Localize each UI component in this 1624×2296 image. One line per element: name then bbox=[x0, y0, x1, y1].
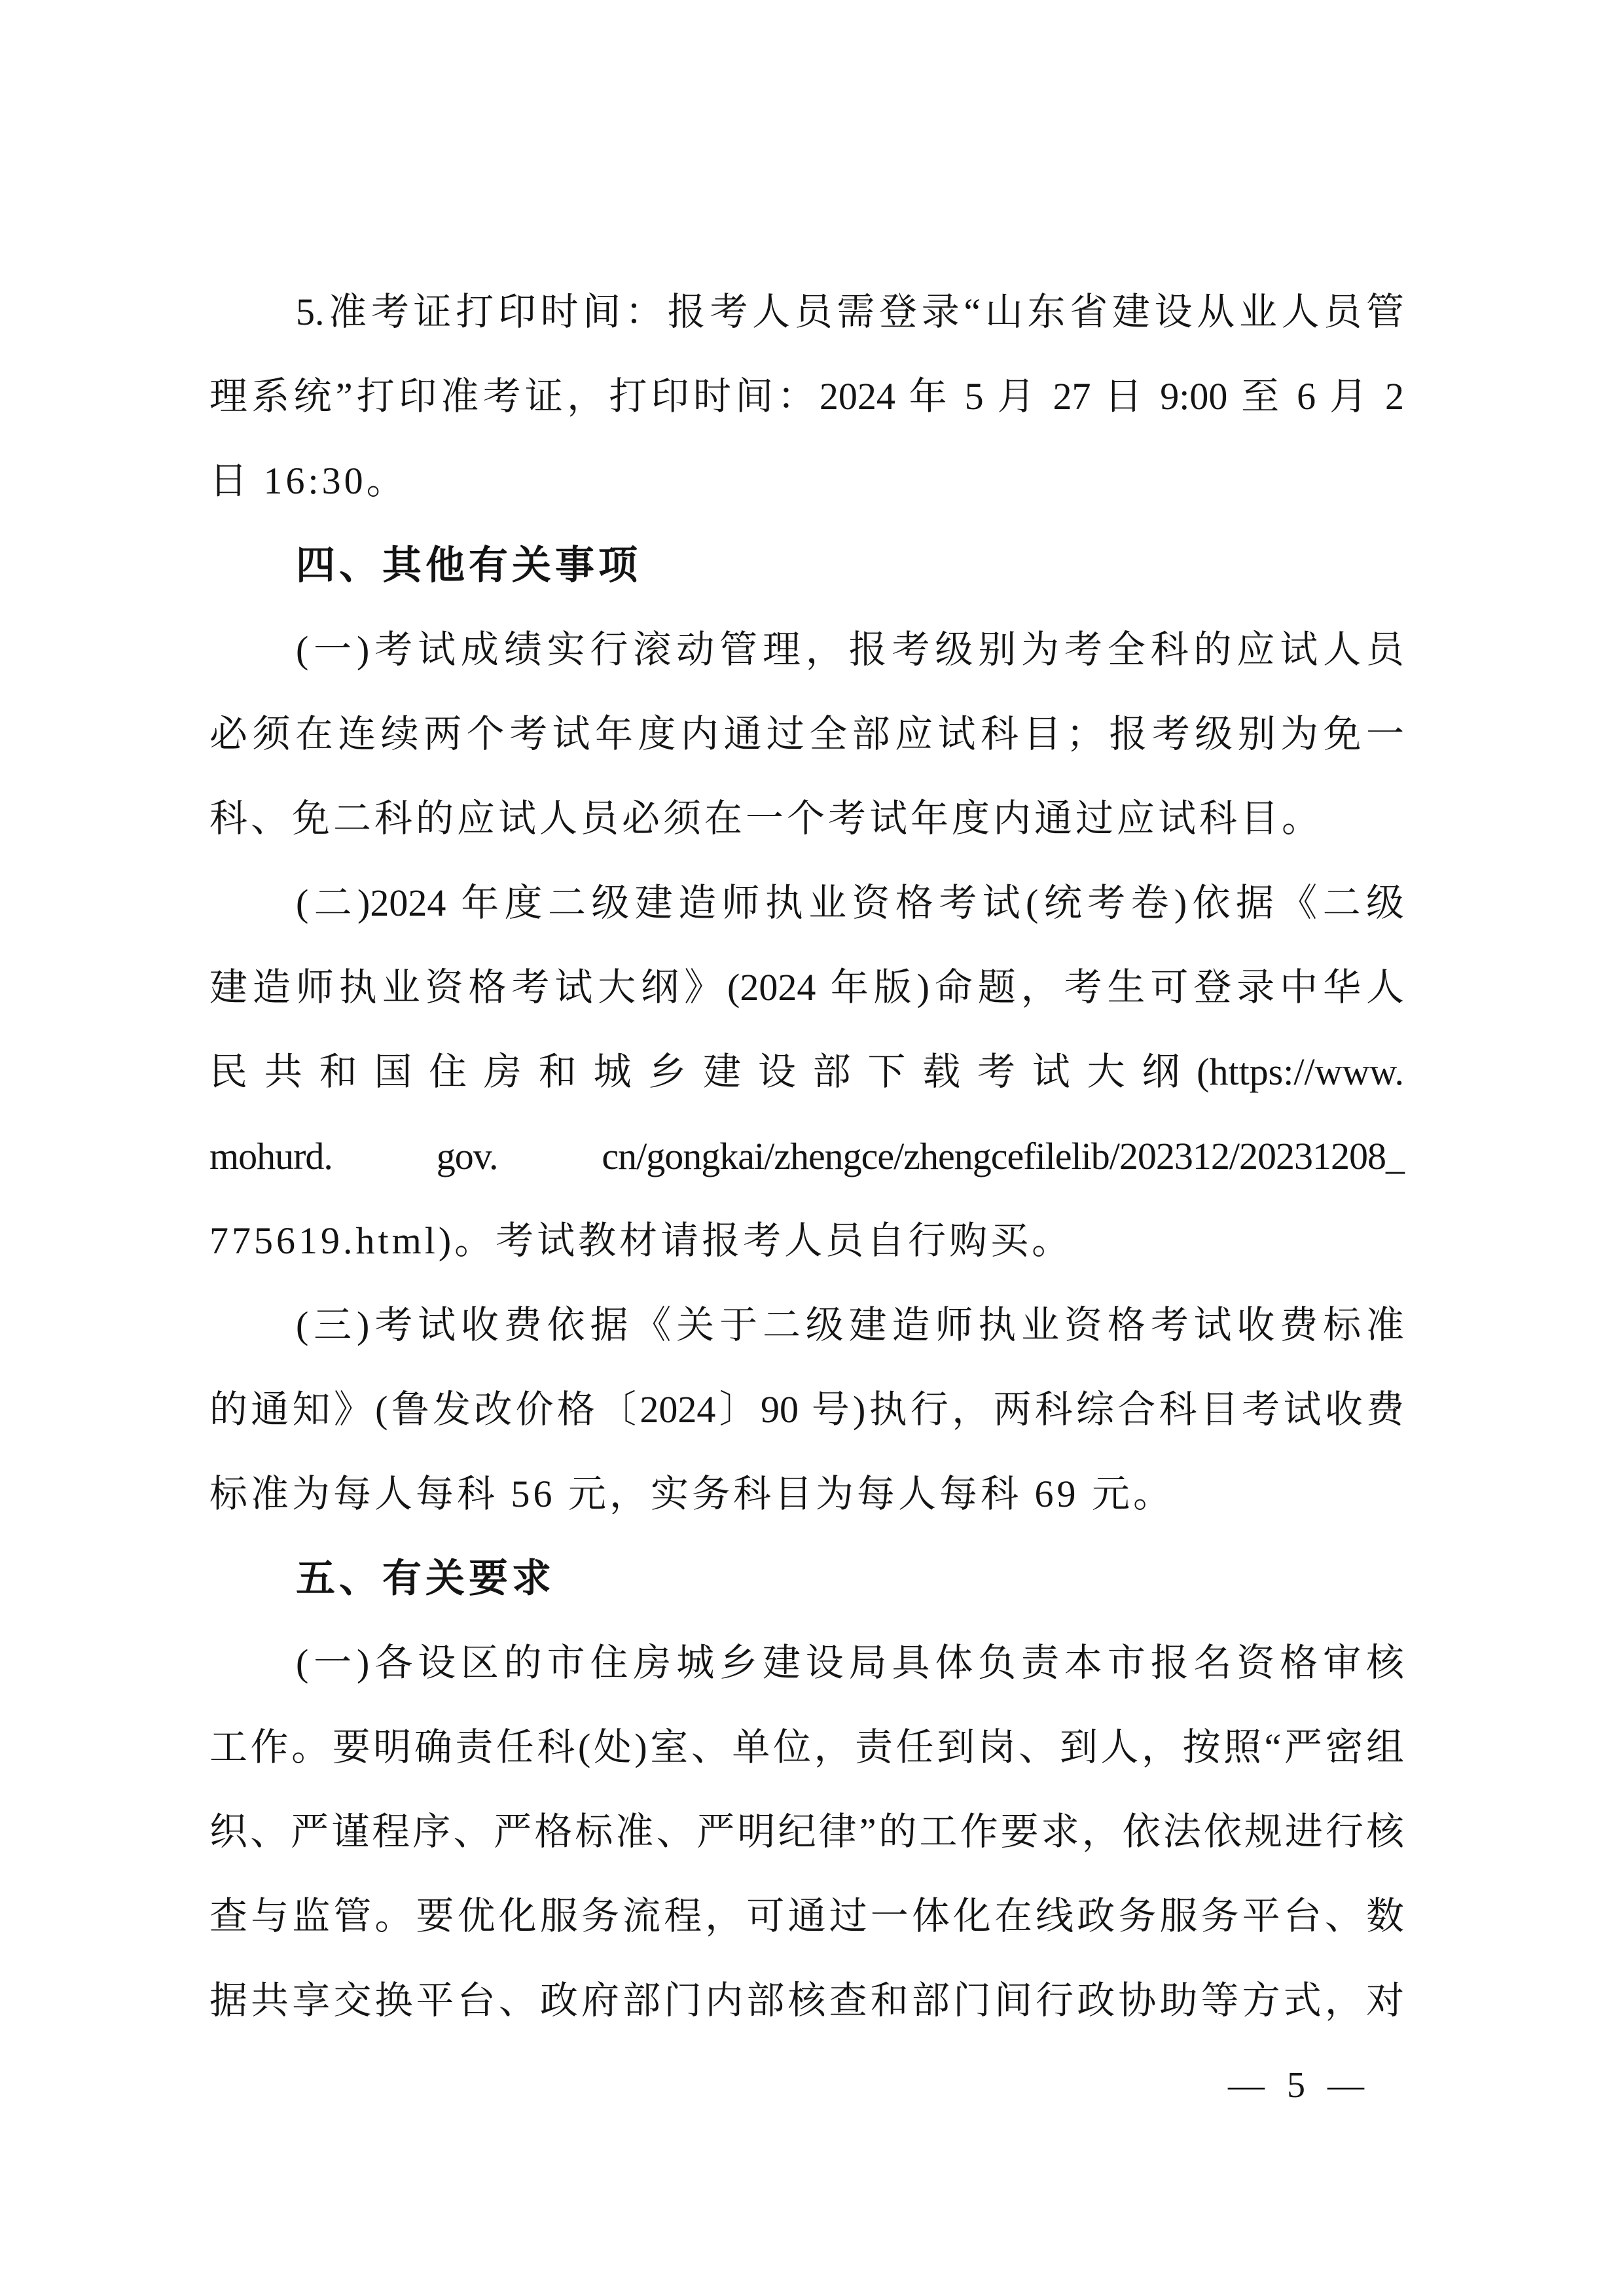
section-heading-5: 五、有关要求 bbox=[296, 1556, 555, 1600]
text-line: 科、免二科的应试人员必须在一个考试年度内通过应试科目。 bbox=[209, 797, 1324, 840]
text-line: 必须在连续两个考试年度内通过全部应试科目；报考级别为免一 bbox=[209, 713, 1404, 755]
text-line: (一)各设区的市住房城乡建设局具体负责本市报名资格审核 bbox=[296, 1641, 1404, 1684]
page-number: — 5 — bbox=[1228, 2065, 1364, 2106]
document-text-block bbox=[209, 270, 1404, 2043]
text-line: 民共和国住房和城乡建设部下载考试大纲(https://www. bbox=[209, 1050, 1404, 1093]
text-line: 775619.html)。考试教材请报考人员自行购买。 bbox=[209, 1219, 1074, 1262]
text-line: (一)考试成绩实行滚动管理，报考级别为考全科的应试人员 bbox=[296, 628, 1404, 671]
text-line: 日 16:30。 bbox=[209, 459, 408, 502]
text-line: 织、严谨程序、严格标准、严明纪律”的工作要求，依法依规进行核 bbox=[209, 1810, 1404, 1853]
text-line: (三)考试收费依据《关于二级建造师执业资格考试收费标准 bbox=[296, 1304, 1404, 1346]
text-line: 查与监管。要优化服务流程，可通过一体化在线政务服务平台、数 bbox=[209, 1895, 1404, 1937]
section-heading-4: 四、其他有关事项 bbox=[296, 543, 641, 587]
text-line-url: mohurd. gov. cn/gongkai/zhengce/zhengcefilelib/202312/20231208_ bbox=[209, 1135, 1404, 1177]
text-line: 的通知》(鲁发改价格〔2024〕90 号)执行，两科综合科目考试收费 bbox=[209, 1388, 1404, 1431]
text-line: 建造师执业资格考试大纲》(2024 年版)命题，考生可登录中华人 bbox=[209, 966, 1404, 1009]
text-line: 据共享交换平台、政府部门内部核查和部门间行政协助等方式，对 bbox=[209, 1979, 1404, 2022]
text-line: 工作。要明确责任科(处)室、单位，责任到岗、到人，按照“严密组 bbox=[209, 1726, 1404, 1768]
text-line: (二)2024 年度二级建造师执业资格考试(统考卷)依据《二级 bbox=[296, 882, 1404, 924]
text-line: 理系统”打印准考证，打印时间：2024 年 5 月 27 日 9:00 至 6 月 2 bbox=[209, 375, 1405, 418]
text-line: 5.准考证打印时间：报考人员需登录“山东省建设从业人员管 bbox=[296, 291, 1404, 333]
text-line: 标准为每人每科 56 元，实务科目为每人每科 69 元。 bbox=[209, 1473, 1175, 1515]
